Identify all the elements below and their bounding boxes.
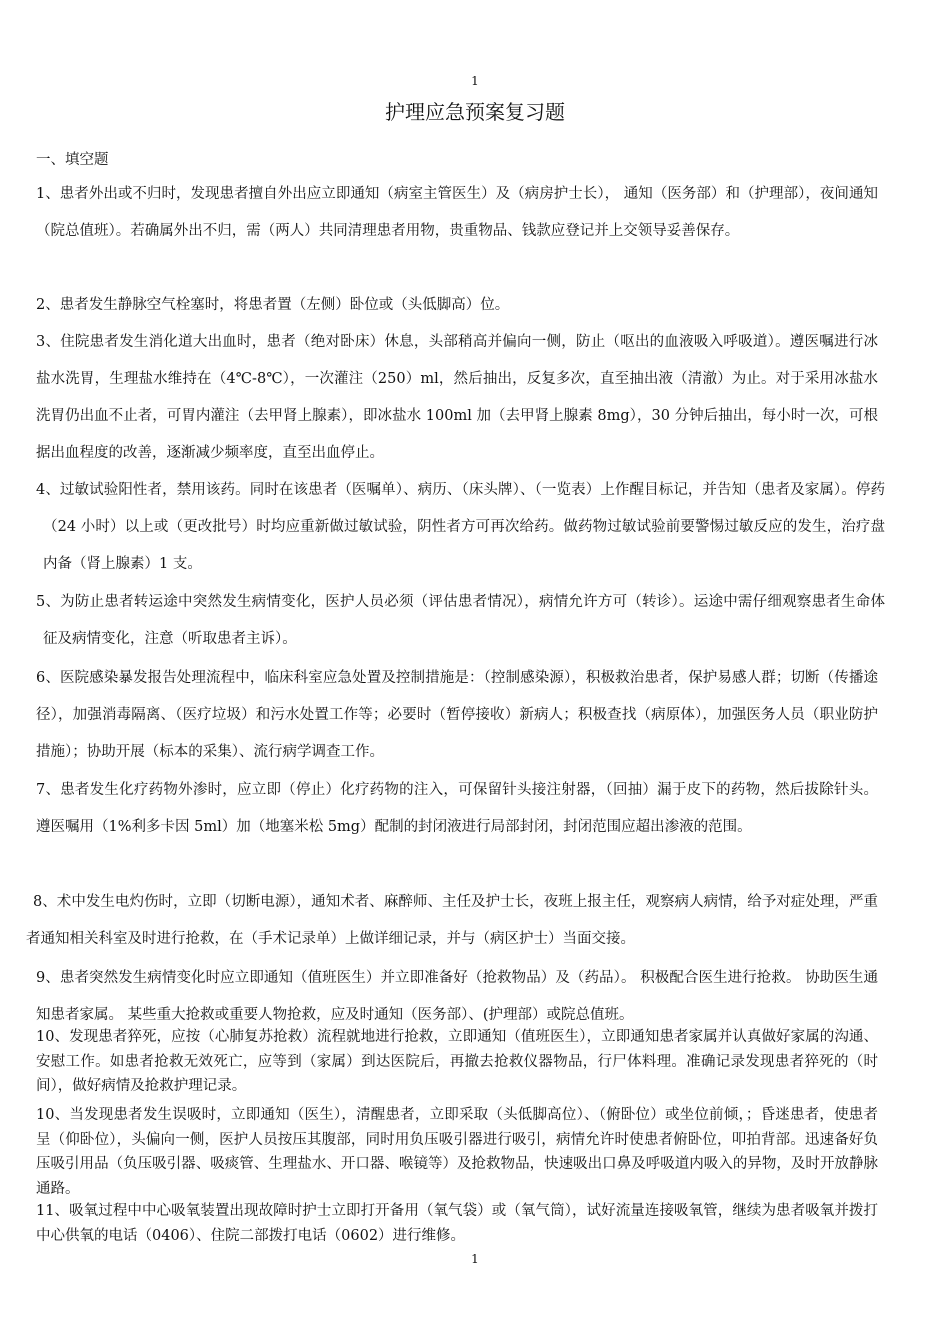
paragraph-10: 10、发现患者猝死，应按（心肺复苏抢救）流程就地进行抢救，立即通知（值班医生），立即通知患者家属并认真做好家属的沟通、安慰工作。如患者抢救无效死亡，应等到（家属）到达医院后，再撤去抢救仪器物品，行尸体料理。准确记录发现患者猝死的（时间），做好病情及抢救护理记录。 [36, 1029, 878, 1094]
paragraph-5: 5、为防止患者转运途中突然发生病情变化，医护人员必须（评估患者情况），病情允许方可（转诊）。运途中需仔细观察患者生命体征及病情变化，注意（听取患者主诉）。 [36, 594, 885, 647]
paragraph-11: 10、当发现患者发生误吸时，立即通知（医生），清醒患者，立即采取（头低脚高位）、（俯卧位）或坐位前倾，；昏迷患者，使患者呈（仰卧位），头偏向一侧，医护人员按压其腹部，同时用负压吸引器进行吸引，病情允许时使患者俯卧位，叩拍背部。迅速备好负压吸引用品（负压吸引器、吸痰管、生理盐水、开口器、喉镜等）及抢救物品，快速吸出口鼻及呼吸道内吸入的异物，及时开放静脉通路。 [36, 1107, 878, 1197]
paragraph-3: 3、住院患者发生消化道大出血时，患者（绝对卧床）休息，头部稍高并偏向一侧，防止（呕出的血液吸入呼吸道）。遵医嘱进行冰盐水洗胃，生理盐水维持在（4℃-8℃），一次灌注（250）ml，然后抽出，反复多次，直至抽出液（清澈）为止。对于采用冰盐水洗胃仍出血不止者，可胃内灌注（去甲肾上腺素），即冰盐水 100ml 加（去甲肾上腺素 8mg），30 分钟后抽出，每小时一次，可根据出血程度的改善，逐渐减少频率度，直至出血停止。 [36, 334, 878, 461]
paragraph-8: 8、术中发生电灼伤时，立即（切断电源），通知术者、麻醉师、主任及护士长，夜班上报主任，观察病人病情，给予对症处理，严重者通知相关科室及时进行抢救，在（手术记录单）上做详细记录，并与（病区护士）当面交接。 [26, 894, 878, 947]
paragraph-9: 9、患者突然发生病情变化时应立即通知（值班医生）并立即准备好（抢救物品）及（药品）。 积极配合医生进行抢救。 协助医生通知患者家属。 某些重大抢救或重要人物抢救，应及时通知（医务部）、(护理部）或院总值班。 [36, 970, 878, 1023]
paragraph-7: 7、患者发生化疗药物外渗时，应立即（停止）化疗药物的注入，可保留针头接注射器，（回抽）漏于皮下的药物，然后拔除针头。遵医嘱用（1%利多卡因 5ml）加（地塞米松 5mg）配制的封闭液进行局部封闭，封闭范围应超出渗液的范围。 [36, 782, 878, 835]
paragraph-6: 6、医院感染暴发报告处理流程中，临床科室应急处置及控制措施是：（控制感染源），积极救治患者，保护易感人群；切断（传播途径），加强消毒隔离、（医疗垃圾）和污水处置工作等；必要时（暂停接收）新病人；积极查找（病原体），加强医务人员（职业防护措施）；协助开展（标本的采集）、流行病学调查工作。 [36, 670, 878, 760]
page-title: 护理应急预案复习题 [385, 100, 565, 124]
page-number-top: 1 [471, 74, 479, 88]
paragraph-1: 1、患者外出或不归时，发现患者擅自外出应立即通知（病室主管医生）及（病房护士长）， 通知（医务部）和（护理部），夜间通知（院总值班）。若确属外出不归，需（两人）共同清理患者用物，贵重物品、钱款应登记并上交领导妥善保存。 [36, 186, 878, 239]
section-heading: 一、填空题 [36, 152, 109, 168]
paragraph-2: 2、患者发生静脉空气栓塞时，将患者置（左侧）卧位或（头低脚高）位。 [36, 297, 510, 313]
paragraph-12: 11、吸氧过程中中心吸氧装置出现故障时护士立即打开备用（氧气袋）或（氧气筒），试好流量连接吸氧管，继续为患者吸氧并拨打中心供氧的电话（0406）、住院二部拨打电话（0602）进行维修。 [36, 1203, 878, 1244]
paragraph-4: 4、过敏试验阳性者，禁用该药。同时在该患者（医嘱单）、病历、（床头牌）、（一览表）上作醒目标记，并告知（患者及家属）。停药（24 小时）以上或（更改批号）时均应重新做过敏试验，阴性者方可再次给药。做药物过敏试验前要警惕过敏反应的发生，治疗盘内备（肾上腺素）1 支。 [36, 482, 885, 572]
page-number-bottom: 1 [471, 1252, 479, 1266]
